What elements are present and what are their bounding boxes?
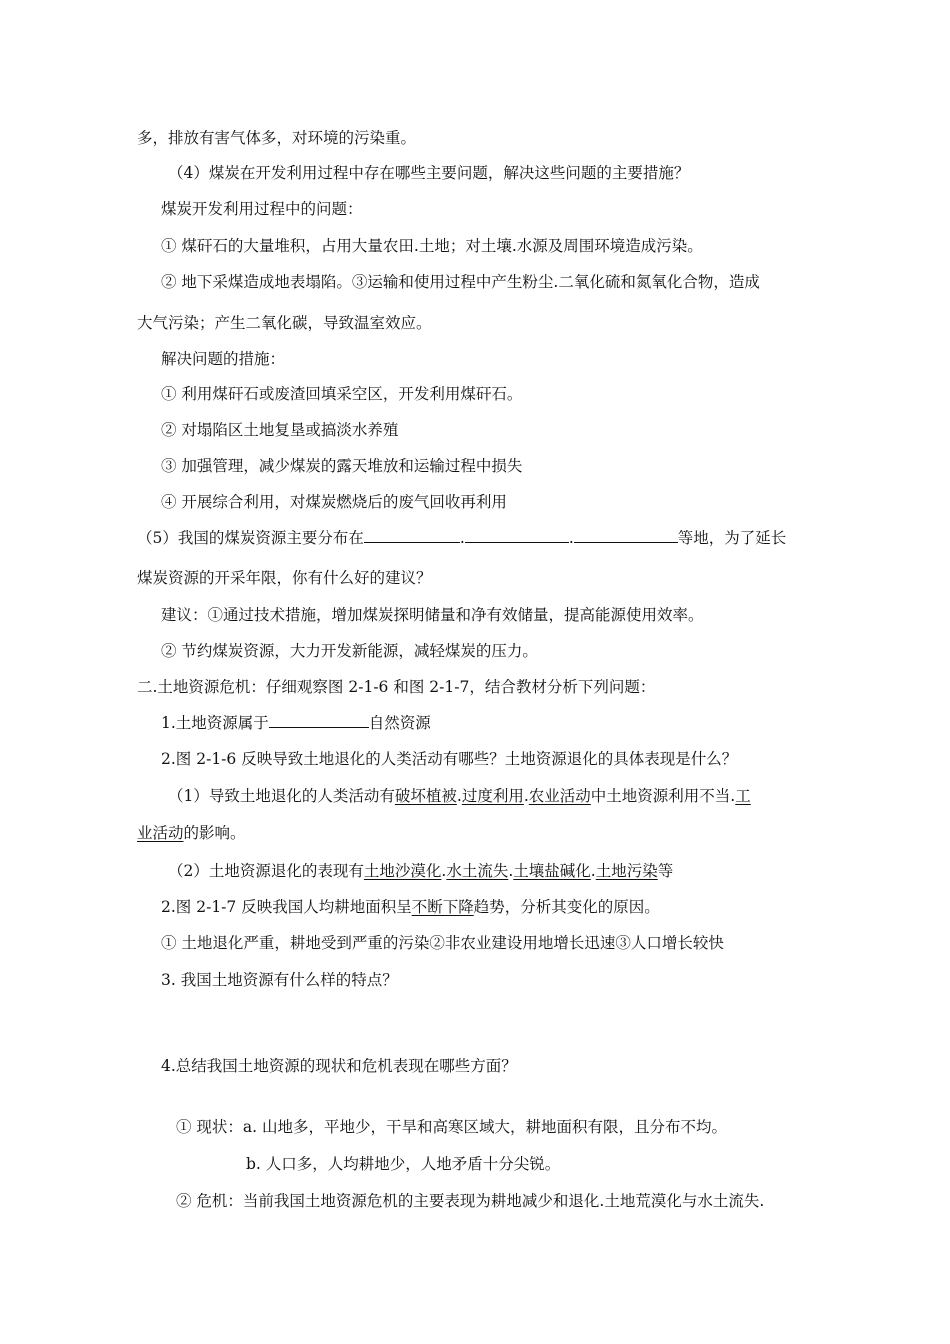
answer-underlined: 农业活动 [528,787,591,805]
subheading-problems: 煤炭开发利用过程中的问题： [161,200,363,218]
separator: . [523,787,529,805]
answer-2 [168,861,673,881]
status-a: ① 现状：a. 山地多，平地少，干旱和高寒区域大，耕地面积有限，且分布不均。 [176,1118,728,1136]
question-4: （4）煤炭在开发利用过程中存在哪些主要问题，解决这些问题的主要措施？ [168,164,690,182]
answer-underlined: 过度利用 [461,787,524,805]
measure-4: ④ 开展综合利用，对煤炭燃烧后的废气回收再利用 [161,493,507,511]
question-4-land: 4.总结我国土地资源的现状和危机表现在哪些方面？ [161,1057,517,1075]
answer-2-prefix: （2）土地资源退化的表现有 [168,862,364,880]
answer-underlined: 水土流失 [446,862,509,880]
question-5-suffix: 等地，为了延长 [677,529,787,547]
measure-3: ③ 加强管理，减少煤炭的露天堆放和运输过程中损失 [161,457,523,475]
problem-2: ② 地下采煤造成地表塌陷。③运输和使用过程中产生粉尘.二氧化硫和氮氧化合物，造成 [161,273,760,291]
text-line: 多，排放有害气体多，对环境的污染重。 [137,129,417,147]
measure-2: ② 对塌陷区土地复垦或搞淡水养殖 [161,421,399,439]
answer-underlined: 业活动 [137,824,184,842]
separator: . [568,529,574,547]
answer-underlined: 土地污染 [595,862,658,880]
question-2b [161,897,660,917]
question-1-suffix: 自然资源 [368,714,431,732]
problem-2-cont: 大气污染；产生二氧化碳，导致温室效应。 [137,314,432,332]
crisis: ② 危机：当前我国土地资源危机的主要表现为耕地减少和退化.土地荒漠化与水土流失. [176,1192,765,1210]
status-b: b. 人口多，人均耕地少，人地矛盾十分尖锐。 [246,1155,561,1173]
answer-1-suffix: 的影响。 [183,824,246,842]
answer-2-suffix: 等 [657,862,674,880]
answer-1 [168,786,751,806]
problem-1: ① 煤矸石的大量堆积，占用大量农田.土地；对土壤.水源及周围环境造成污染。 [161,237,703,255]
answer-1-mid: 中土地资源利用不当. [590,787,736,805]
answer-underlined: 破坏植被 [394,787,457,805]
section-2-title: 二.土地资源危机：仔细观察图 2-1-6 和图 2-1-7，结合教材分析下列问题： [137,678,656,696]
question-1 [161,713,431,733]
fill-blank-4[interactable] [269,713,369,728]
question-3: 3. 我国土地资源有什么样的特点？ [161,971,398,989]
answer-underlined: 土地沙漠化 [363,862,442,880]
suggestion-1: 建议：①通过技术措施，增加煤炭探明储量和净有效储量，提高能源使用效率。 [161,606,704,624]
question-2b-prefix: 2.图 2-1-7 反映我国人均耕地面积呈 [161,898,412,916]
question-1-prefix: 1.土地资源属于 [161,714,269,732]
question-2: 2.图 2-1-6 反映导致土地退化的人类活动有哪些？土地资源退化的具体表现是什么？ [161,750,738,768]
answer-1-prefix: （1）导致土地退化的人类活动有 [168,787,395,805]
question-5-prefix: （5）我国的煤炭资源主要分布在 [137,529,364,547]
subheading-measures: 解决问题的措施： [161,350,286,368]
question-2b-suffix: 趋势，分析其变化的原因。 [473,898,660,916]
separator: . [508,862,514,880]
question-5-cont: 煤炭资源的开采年限，你有什么好的建议？ [137,569,432,587]
separator: . [459,529,465,547]
reasons: ① 土地退化严重，耕地受到严重的污染②非农业建设用地增长迅速③人口增长较快 [161,934,724,952]
separator: . [441,862,447,880]
fill-blank-2[interactable] [465,528,569,543]
answer-underlined: 工 [735,787,751,805]
fill-blank-3[interactable] [574,528,678,543]
answer-underlined: 不断下降 [411,898,474,916]
separator: . [590,862,596,880]
answer-underlined: 土壤盐碱化 [513,862,591,880]
measure-1: ① 利用煤矸石或废渣回填采空区，开发利用煤矸石。 [161,385,523,403]
separator: . [456,787,462,805]
fill-blank-1[interactable] [364,528,460,543]
suggestion-2: ② 节约煤炭资源，大力开发新能源，减轻煤炭的压力。 [161,642,538,660]
answer-1-cont [137,823,246,843]
question-5 [137,528,786,548]
